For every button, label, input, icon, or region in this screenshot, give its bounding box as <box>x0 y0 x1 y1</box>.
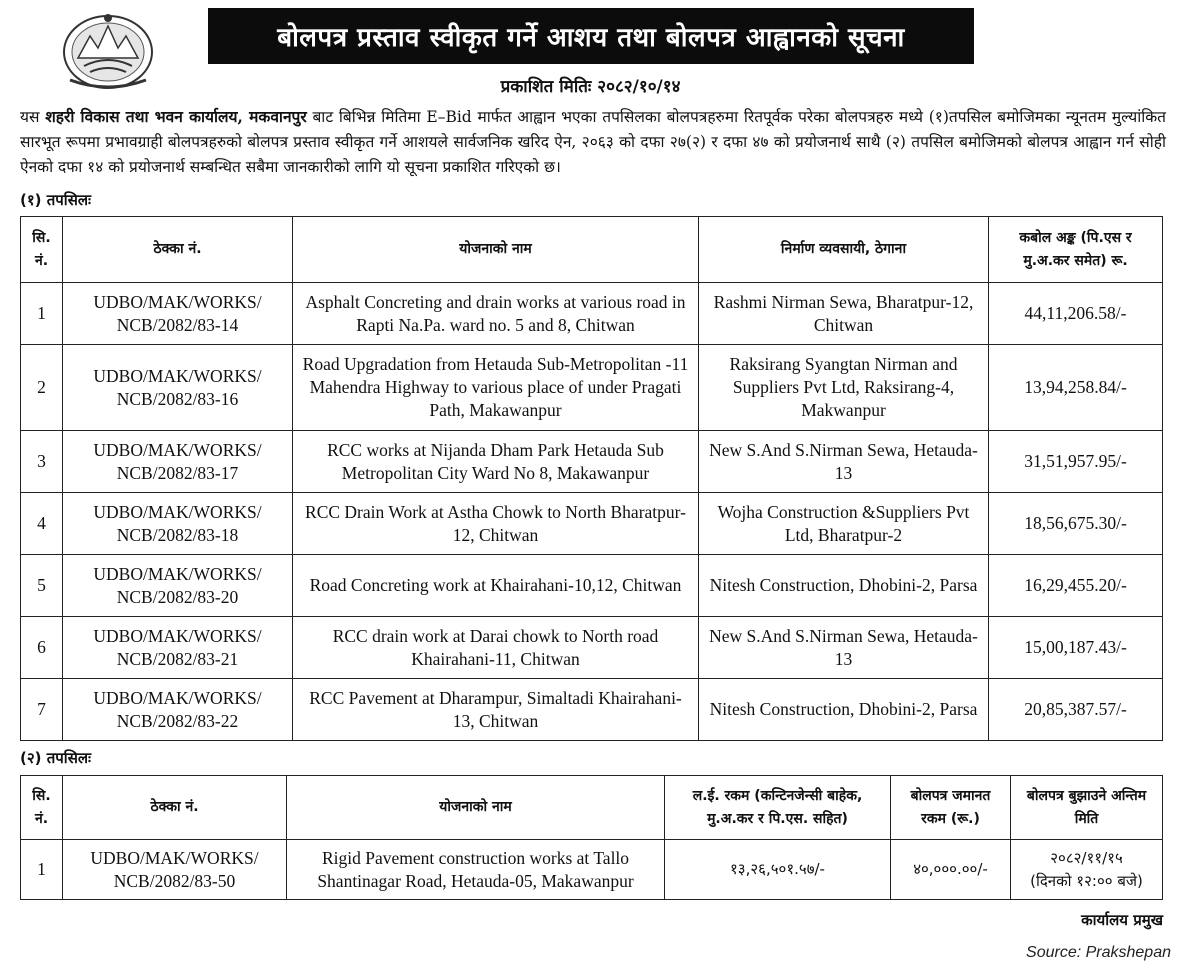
col-serial: सि. नं. <box>21 217 63 283</box>
contractor-cell: New S.And S.Nirman Sewa, Hetauda-13 <box>699 431 989 493</box>
col-submission-deadline: बोलपत्र बुझाउने अन्तिम मिति <box>1011 776 1163 840</box>
project-cell: Road Concreting work at Khairahani-10,12, Chitwan <box>293 555 699 617</box>
table-header-row <box>21 776 1163 840</box>
published-date: प्रकाशित मितिः २०८२/१०/१४ <box>500 77 681 97</box>
table-row <box>21 555 1163 617</box>
amount-cell: 18,56,675.30/- <box>989 493 1163 555</box>
col-bid-amount: कबोल अङ्क (पि.एस र मु.अ.कर समेत) रू. <box>989 217 1163 283</box>
serial-cell: 2 <box>21 345 63 431</box>
contract-cell: UDBO/MAK/WORKS/ NCB/2082/83-21 <box>63 617 293 679</box>
amount-cell: 20,85,387.57/- <box>989 679 1163 741</box>
contract-cell: UDBO/MAK/WORKS/ NCB/2082/83-22 <box>63 679 293 741</box>
section1-label: (१) तपसिलः <box>20 191 92 209</box>
security-cell: ४०,०००.००/- <box>891 840 1011 900</box>
col-serial: सि. नं. <box>21 776 63 840</box>
col-contract-no: ठेक्का नं. <box>63 776 287 840</box>
intro-prefix: यस <box>20 108 46 126</box>
awarded-bids-table <box>20 216 1163 741</box>
estimate-cell: १३,२६,५०१.५७/- <box>665 840 891 900</box>
source-credit: Source: Prakshepan <box>1026 944 1171 961</box>
table-row <box>21 431 1163 493</box>
contractor-cell: Wojha Construction &Suppliers Pvt Ltd, Bharatpur-2 <box>699 493 989 555</box>
deadline-time: (दिनको १२:०० बजे) <box>1030 871 1143 890</box>
office-name: शहरी विकास तथा भवन कार्यालय, मकवानपुर <box>45 107 307 126</box>
project-cell: RCC Drain Work at Astha Chowk to North Bharatpur-12, Chitwan <box>293 493 699 555</box>
contract-cell: UDBO/MAK/WORKS/ NCB/2082/83-14 <box>63 283 293 345</box>
project-cell: Road Upgradation from Hetauda Sub-Metropolitan -11 Mahendra Highway to various place of under Pragati Path, Makawanpur <box>293 345 699 431</box>
serial-cell: 5 <box>21 555 63 617</box>
contractor-cell: Nitesh Construction, Dhobini-2, Parsa <box>699 679 989 741</box>
serial-cell: 7 <box>21 679 63 741</box>
amount-cell: 13,94,258.84/- <box>989 345 1163 431</box>
notice-title: बोलपत्र प्रस्ताव स्वीकृत गर्ने आशय तथा बोलपत्र आह्वानको सूचना <box>208 8 974 64</box>
col-project-name: योजनाको नाम <box>287 776 665 840</box>
table-row <box>21 283 1163 345</box>
amount-cell: 44,11,206.58/- <box>989 283 1163 345</box>
col-cost-estimate: ल.ई. रकम (कन्टिनजेन्सी बाहेक, मु.अ.कर र पि.एस. सहित) <box>665 776 891 840</box>
col-contractor: निर्माण व्यवसायी, ठेगाना <box>699 217 989 283</box>
intro-body: बाट बिभिन्न मितिमा E–Bid मार्फत आह्वान भएका तपसिलका बोलपत्रहरुमा रितपूर्वक परेका बोलपत्रहरु मध्ये (१)तपसिल बमोजिमका न्यूनतम मुल्यांकित सारभूत रूपमा प्रभावग्राही बोलपत्रहरुको बोलपत्र प्रस्ताव स्वीकृत गर्ने आशयले सार्वजनिक खरिद ऐन, २०६३ को दफा २७(२) र दफा ४७ को प्रयोजनार्थ साथै (२) तपसिल बमोजिमको बोलपत्र आह्वान गर्न सोही ऐनको दफा १४ को प्रयोजनार्थ सम्बन्धित सबैमा जानकारीको लागि यो सूचना प्रकाशित गरिएको छ। <box>20 108 1166 176</box>
project-cell: Asphalt Concreting and drain works at various road in Rapti Na.Pa. ward no. 5 and 8, Chitwan <box>293 283 699 345</box>
contract-cell: UDBO/MAK/WORKS/ NCB/2082/83-17 <box>63 431 293 493</box>
amount-cell: 31,51,957.95/- <box>989 431 1163 493</box>
table-row <box>21 840 1163 900</box>
amount-cell: 16,29,455.20/- <box>989 555 1163 617</box>
deadline-date: २०८२/११/१५ <box>1050 848 1123 867</box>
table-row <box>21 679 1163 741</box>
col-bid-security: बोलपत्र जमानत रकम (रू.) <box>891 776 1011 840</box>
contractor-cell: Raksirang Syangtan Nirman and Suppliers Pvt Ltd, Raksirang-4, Makwanpur <box>699 345 989 431</box>
amount-cell: 15,00,187.43/- <box>989 617 1163 679</box>
serial-cell: 1 <box>21 840 63 900</box>
project-cell: RCC drain work at Darai chowk to North road Khairahani-11, Chitwan <box>293 617 699 679</box>
contractor-cell: New S.And S.Nirman Sewa, Hetauda-13 <box>699 617 989 679</box>
contract-cell: UDBO/MAK/WORKS/ NCB/2082/83-18 <box>63 493 293 555</box>
project-cell: Rigid Pavement construction works at Tallo Shantinagar Road, Hetauda-05, Makawanpur <box>287 840 665 900</box>
contract-cell: UDBO/MAK/WORKS/ NCB/2082/83-16 <box>63 345 293 431</box>
col-project-name: योजनाको नाम <box>293 217 699 283</box>
contract-cell: UDBO/MAK/WORKS/ NCB/2082/83-50 <box>63 840 287 900</box>
project-cell: RCC works at Nijanda Dham Park Hetauda Sub Metropolitan City Ward No 8, Makawanpur <box>293 431 699 493</box>
col-contract-no: ठेक्का नं. <box>63 217 293 283</box>
office-chief-signature: कार्यालय प्रमुख <box>1081 911 1163 929</box>
serial-cell: 1 <box>21 283 63 345</box>
serial-cell: 4 <box>21 493 63 555</box>
contractor-cell: Nitesh Construction, Dhobini-2, Parsa <box>699 555 989 617</box>
contractor-cell: Rashmi Nirman Sewa, Bharatpur-12, Chitwan <box>699 283 989 345</box>
table-row <box>21 345 1163 431</box>
project-cell: RCC Pavement at Dharampur, Simaltadi Khairahani-13, Chitwan <box>293 679 699 741</box>
table-row <box>21 493 1163 555</box>
serial-cell: 6 <box>21 617 63 679</box>
table-row <box>21 617 1163 679</box>
contract-cell: UDBO/MAK/WORKS/ NCB/2082/83-20 <box>63 555 293 617</box>
bid-invitation-table <box>20 775 1163 900</box>
intro-paragraph <box>20 104 1166 180</box>
deadline-cell <box>1011 840 1163 900</box>
table-header-row <box>21 217 1163 283</box>
section2-label: (२) तपसिलः <box>20 749 92 767</box>
serial-cell: 3 <box>21 431 63 493</box>
